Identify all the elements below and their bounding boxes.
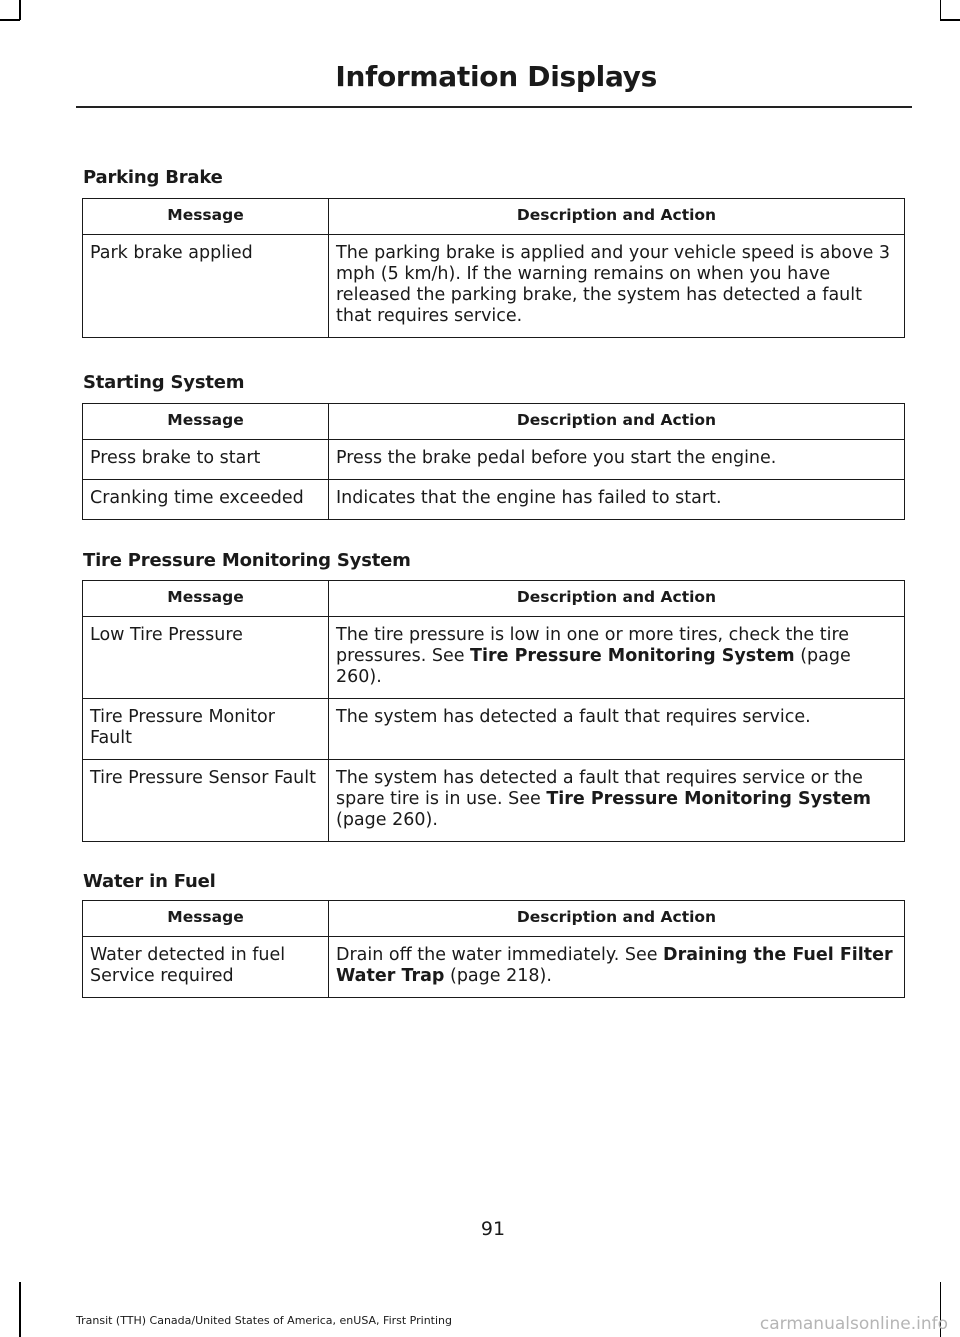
column-header-message: Message: [83, 581, 329, 617]
column-header-description: Description and Action: [329, 581, 905, 617]
section-heading-starting-system: Starting System: [83, 372, 245, 393]
description-cell: The system has detected a fault that requires service.: [329, 699, 905, 760]
table-row: [83, 235, 905, 338]
description-text: The tire pressure is low in one or more tires, check the tire pressures. See: [336, 625, 850, 666]
table-header-row: [83, 901, 905, 937]
column-header-description: Description and Action: [329, 199, 905, 235]
table-header-row: [83, 404, 905, 440]
table-row: [83, 617, 905, 699]
header-divider: [76, 106, 912, 108]
section-heading-tpms: Tire Pressure Monitoring System: [83, 550, 411, 571]
page-title: Information Displays: [335, 60, 657, 93]
starting-system-table: [82, 403, 905, 520]
description-text: The system has detected a fault that requires service or the spare tire is in use. See: [336, 768, 863, 809]
cross-reference-link[interactable]: Tire Pressure Monitoring System: [470, 646, 795, 666]
tpms-table: [82, 580, 905, 842]
page-number: 91: [480, 1218, 506, 1240]
crop-mark: [940, 19, 960, 21]
message-cell: Press brake to start: [83, 440, 329, 480]
cross-reference-link[interactable]: Tire Pressure Monitoring System: [546, 789, 871, 809]
section-heading-water-in-fuel: Water in Fuel: [83, 871, 216, 892]
description-cell: The parking brake is applied and your vehicle speed is above 3 mph (5 km/h). If the warning remains on when you have released the parking brake, the system has detected a fault that requires service.: [329, 235, 905, 338]
message-cell: Tire Pressure Monitor Fault: [83, 699, 329, 760]
description-cell: [329, 937, 905, 998]
table-row: [83, 440, 905, 480]
water-in-fuel-table: [82, 900, 905, 998]
message-cell: Cranking time exceeded: [83, 480, 329, 520]
column-header-message: Message: [83, 404, 329, 440]
table-row: [83, 760, 905, 842]
description-cell: Indicates that the engine has failed to start.: [329, 480, 905, 520]
watermark: carmanualsonline.info: [759, 1314, 948, 1334]
crop-mark: [0, 19, 20, 21]
section-heading-parking-brake: Parking Brake: [83, 167, 223, 188]
message-cell: Low Tire Pressure: [83, 617, 329, 699]
crop-mark: [19, 1282, 21, 1337]
table-row: [83, 937, 905, 998]
page-reference: (page 260).: [336, 810, 438, 830]
footer-text: Transit (TTH) Canada/United States of America, enUSA, First Printing: [76, 1314, 452, 1327]
column-header-message: Message: [83, 199, 329, 235]
description-cell: Press the brake pedal before you start the engine.: [329, 440, 905, 480]
message-cell: Park brake applied: [83, 235, 329, 338]
message-cell: Tire Pressure Sensor Fault: [83, 760, 329, 842]
parking-brake-table: [82, 198, 905, 338]
cross-reference-link[interactable]: Draining the Fuel Filter Water Trap: [336, 945, 893, 986]
crop-mark: [940, 0, 942, 20]
description-cell: [329, 760, 905, 842]
message-cell: Water detected in fuel Service required: [83, 937, 329, 998]
description-cell: [329, 617, 905, 699]
column-header-description: Description and Action: [329, 404, 905, 440]
table-row: [83, 480, 905, 520]
column-header-message: Message: [83, 901, 329, 937]
page-reference: (page 218).: [444, 966, 552, 986]
page-reference: (page 260).: [336, 646, 851, 687]
table-row: [83, 699, 905, 760]
table-header-row: [83, 581, 905, 617]
table-header-row: [83, 199, 905, 235]
column-header-description: Description and Action: [329, 901, 905, 937]
description-text: Drain off the water immediately. See: [336, 945, 664, 965]
crop-mark: [19, 0, 21, 20]
